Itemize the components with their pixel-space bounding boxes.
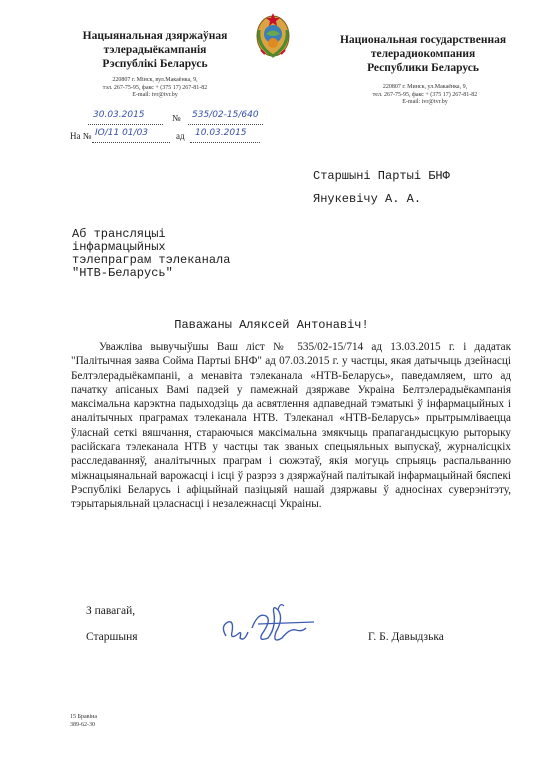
right-org-line: Республики Беларусь <box>367 62 479 74</box>
recipient-line: Старшыні Партыі БНФ <box>313 169 450 183</box>
reply-date: 10.03.2015 <box>195 128 247 138</box>
executor-phone: 389-62-30 <box>70 722 95 728</box>
subject-line: інфармацыйных <box>72 240 166 254</box>
reference-block <box>0 0 543 160</box>
recipient-line: Янукевічу А. А. <box>313 192 422 206</box>
reply-number: IО/11 01/03 <box>95 128 149 138</box>
subject-line: тэлепраграм тэлеканала <box>72 253 231 267</box>
number-label: № <box>172 113 181 123</box>
footer-executor <box>70 713 97 729</box>
left-org-line: тэлерадыёкампанія <box>103 44 207 56</box>
reply-date-underline <box>190 142 260 143</box>
subject-line: "НТВ-Беларусь" <box>72 266 173 280</box>
left-address-line: 220807 г. Мінск, вул.Макаёнка, 9, <box>112 77 198 83</box>
signatory-name: Г. Б. Давыдзька <box>368 631 444 643</box>
right-address-line: тел. 267-75-95, факс + (375 17) 267-81-82 <box>372 91 478 98</box>
outgoing-date: 30.03.2015 <box>93 110 145 120</box>
signatory-position: Старшыня <box>86 631 138 643</box>
salutation: Паважаны Аляксей Антонавіч! <box>174 318 369 332</box>
subject <box>72 228 312 280</box>
right-address-line: E-mail: tvr@tvr.by <box>402 99 448 105</box>
reply-label: На № <box>70 131 92 141</box>
right-org-line: Национальная государственная <box>339 34 507 46</box>
reply-number-underline <box>92 142 170 143</box>
number-underline <box>188 124 263 125</box>
body-text: Уважліва вывучыўшы Ваш ліст № 535/02-15/714 ад 13.03.2015 г. і дадатак "Палітычная заява Сойма Партыі БНФ" ад 07.03.2015 г. у частцы, якая датычыць дзейнасці Белтэлерадыёкампаніі, а менавіта тэлеканала «НТВ-Беларусь», паведамляем, што ад пачатку апісаных Вамі падзей у памежнай дзяржаве Украіна Белтэлерадыёкампанія максімальна карэктна падыходзіць да асвятлення адпаведнай тэматыкі ў інфармацыйных і аналітычных праграмах тэлеканала НТВ. Тэлеканал «НТВ-Беларусь» прытрымліваецца ўласнай сеткі вяшчання, стараючыся максімальна змякчыць прапагандысцкую рыторыку расійскага тэлеканала НТВ у частцы так званых спецыяльных выпускаў, журналісцкіх расследаванняў, аналітычных праграм і сюжэтаў, якія могуць спрыяць распальванню міжнацыянальнай варожасці і ісці ў разрэз з дзяржаўнай палітыкай інфармацыйнай бяспекі Рэспублікі Беларусь і афіцыйнай пазіцыяй нашай дзяржавы ў адносінах суверэнітэту, тэрытарыяльнай цэласнасці і незалежнасці Украіны. <box>71 341 511 511</box>
executor-name: 15 Бравіна <box>70 714 97 720</box>
signature <box>218 598 328 658</box>
closing-regards: З павагай, <box>86 605 136 617</box>
letter-body <box>71 340 511 512</box>
left-org-line: Рэспублікі Беларусь <box>102 58 208 70</box>
reply-date-label: ад <box>176 131 185 141</box>
outgoing-number: 535/02-15/640 <box>192 110 259 120</box>
left-address-line: тэл. 267-75-95, факс + (375 17) 267-81-82 <box>102 84 208 91</box>
right-address-line: 220807 г. Минск, ул.Макаёнка, 9, <box>382 84 468 90</box>
recipient <box>313 168 533 208</box>
right-org-line: телерадиокомпания <box>370 48 476 60</box>
date-underline <box>88 124 163 125</box>
left-org-line: Нацыянальная дзяржаўная <box>82 30 228 42</box>
left-address-line: E-mail: tvr@tvr.by <box>132 92 178 98</box>
subject-line: Аб трансляцыі <box>72 227 166 241</box>
